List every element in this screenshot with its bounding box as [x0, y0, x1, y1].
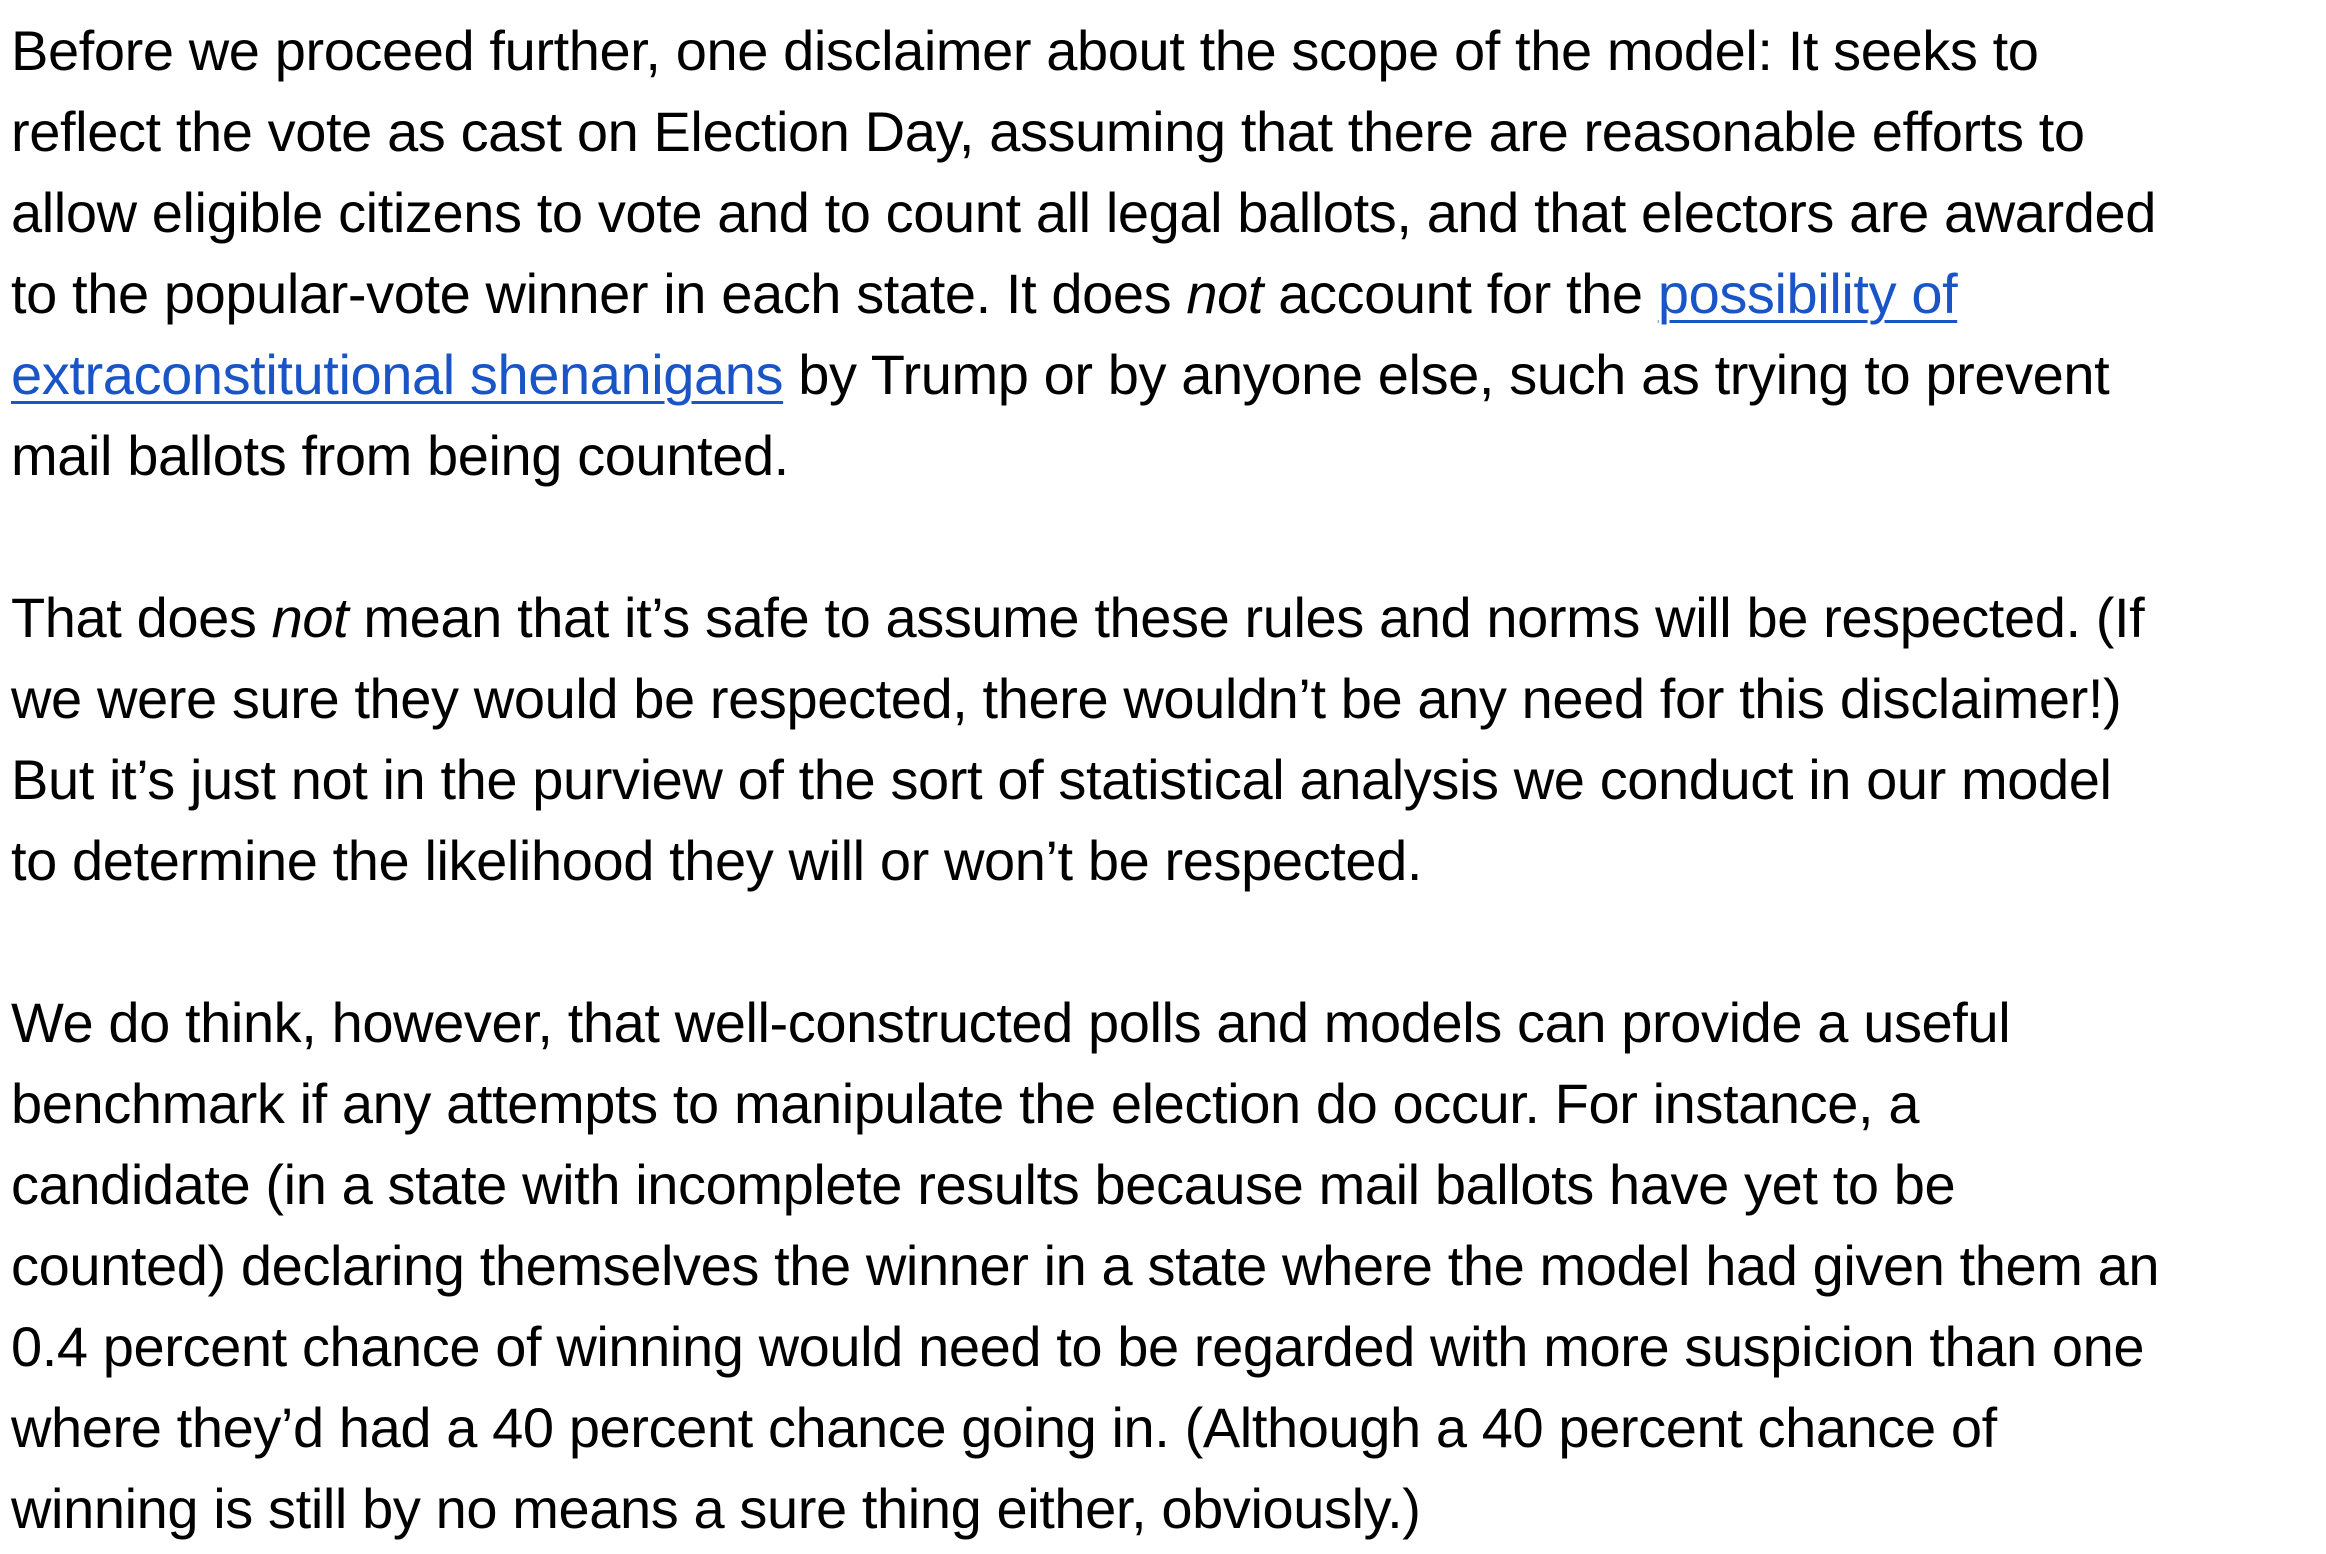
- paragraph-line: to determine the likelihood they will or won’t be respected.: [11, 829, 1423, 892]
- paragraph-line: winning is still by no means a sure thing either, obviously.): [11, 1477, 1421, 1540]
- paragraph-line: But it’s just not in the purview of the sort of statistical analysis we conduct in our model: [11, 748, 2112, 811]
- line-text: That does: [11, 586, 272, 649]
- paragraph-line: [11, 334, 2321, 415]
- line-text: to the popular-vote winner in each state. It does: [11, 262, 1187, 325]
- paragraph-line: [11, 577, 2321, 658]
- paragraph-benchmark: [11, 982, 2321, 1549]
- article-body: [11, 10, 2321, 1549]
- paragraph-line: candidate (in a state with incomplete results because mail ballots have yet to be: [11, 1153, 1956, 1216]
- paragraph-line: mail ballots from being counted.: [11, 424, 789, 487]
- paragraph-line: allow eligible citizens to vote and to count all legal ballots, and that electors are awarded: [11, 181, 2156, 244]
- paragraph-disclaimer: [11, 10, 2321, 496]
- line-text: account for the: [1263, 262, 1658, 325]
- emphasis-not: not: [271, 586, 349, 649]
- link-possibility-of-shenanigans[interactable]: possibility of: [1657, 262, 1958, 325]
- paragraph-line: we were sure they would be respected, there wouldn’t be any need for this disclaimer!): [11, 667, 2122, 730]
- emphasis-not: not: [1186, 262, 1264, 325]
- paragraph-not-safe: [11, 577, 2321, 901]
- paragraph-line: counted) declaring themselves the winner in a state where the model had given them an: [11, 1234, 2160, 1297]
- paragraph-line: 0.4 percent chance of winning would need to be regarded with more suspicion than one: [11, 1315, 2145, 1378]
- paragraph-line: where they’d had a 40 percent chance going in. (Although a 40 percent chance of: [11, 1396, 1997, 1459]
- line-text: mean that it’s safe to assume these rules and norms will be respected. (If: [348, 586, 2145, 649]
- line-text: by Trump or by anyone else, such as trying to prevent: [783, 343, 2110, 406]
- paragraph-line: [11, 253, 2321, 334]
- paragraph-line: We do think, however, that well-constructed polls and models can provide a useful: [11, 991, 2011, 1054]
- link-possibility-of-shenanigans-continued[interactable]: extraconstitutional shenanigans: [11, 343, 784, 406]
- paragraph-line: reflect the vote as cast on Election Day, assuming that there are reasonable efforts to: [11, 100, 2085, 163]
- paragraph-line: Before we proceed further, one disclaimer about the scope of the model: It seeks to: [11, 19, 2039, 82]
- paragraph-line: benchmark if any attempts to manipulate the election do occur. For instance, a: [11, 1072, 1920, 1135]
